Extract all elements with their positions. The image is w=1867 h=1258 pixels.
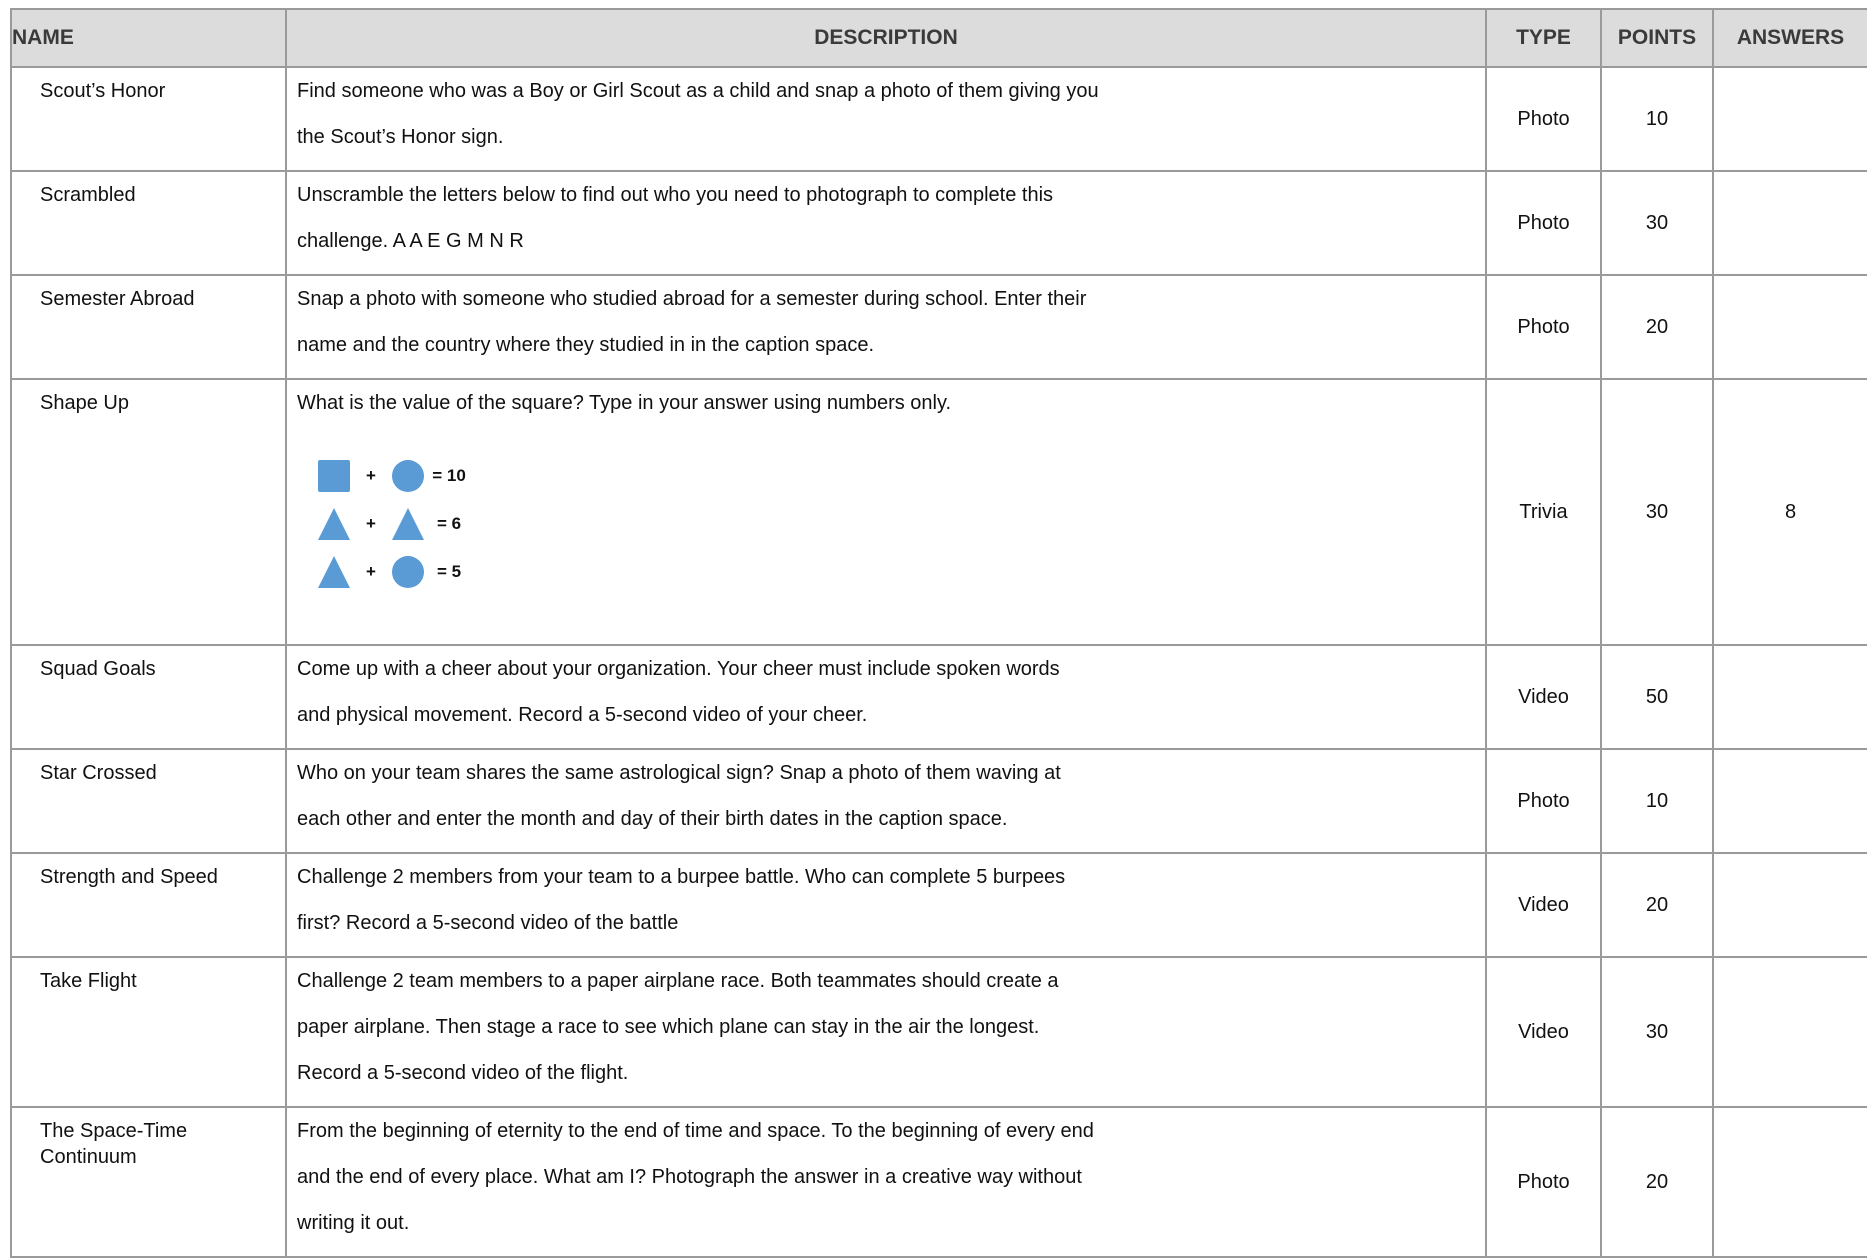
cell-points: 10	[1601, 749, 1713, 853]
shape-puzzle	[317, 452, 1485, 596]
square-icon	[317, 459, 351, 493]
header-points: POINTS	[1601, 9, 1713, 67]
table-row	[11, 645, 1867, 749]
header-type: TYPE	[1486, 9, 1601, 67]
cell-points: 30	[1601, 171, 1713, 275]
description-line: Unscramble the letters below to find out who you need to photograph to complete this	[297, 184, 1054, 206]
cell-answer	[1713, 853, 1867, 957]
cell-type: Trivia	[1486, 379, 1601, 645]
description-line: Who on your team shares the same astrological sign? Snap a photo of them waving at	[297, 762, 1061, 784]
cell-name: Shape Up	[11, 379, 286, 645]
cell-type: Photo	[1486, 67, 1601, 171]
cell-name: Squad Goals	[11, 645, 286, 749]
description-line: challenge. A A E G M N R	[297, 230, 524, 252]
header-row	[11, 9, 1867, 67]
header-name: NAME	[11, 9, 286, 67]
circle-icon	[391, 459, 425, 493]
cell-answer	[1713, 275, 1867, 379]
table-row	[11, 1107, 1867, 1257]
cell-type: Photo	[1486, 749, 1601, 853]
description-line: each other and enter the month and day of their birth dates in the caption space.	[297, 808, 1008, 830]
cell-answer	[1713, 957, 1867, 1107]
table-row	[11, 379, 1867, 645]
cell-description	[286, 749, 1486, 853]
description-line: Come up with a cheer about your organization. Your cheer must include spoken words	[297, 658, 1060, 680]
description-line: writing it out.	[297, 1212, 410, 1234]
cell-answer	[1713, 171, 1867, 275]
challenges-table	[10, 8, 1867, 1258]
cell-name: Semester Abroad	[11, 275, 286, 379]
table-row	[11, 171, 1867, 275]
description-line: first? Record a 5-second video of the battle	[297, 912, 679, 934]
circle-icon	[391, 555, 425, 589]
cell-points: 20	[1601, 275, 1713, 379]
cell-points: 10	[1601, 67, 1713, 171]
cell-description	[286, 645, 1486, 749]
table-row	[11, 67, 1867, 171]
cell-points: 30	[1601, 957, 1713, 1107]
table-row	[11, 749, 1867, 853]
cell-name: Scrambled	[11, 171, 286, 275]
header-description: DESCRIPTION	[286, 9, 1486, 67]
equation-result: = 5	[436, 562, 462, 581]
cell-type: Video	[1486, 957, 1601, 1107]
cell-description	[286, 171, 1486, 275]
table-body	[11, 67, 1867, 1257]
description-line: name and the country where they studied in in the caption space.	[297, 334, 875, 356]
cell-answer: 8	[1713, 379, 1867, 645]
cell-answer	[1713, 67, 1867, 171]
cell-answer	[1713, 1107, 1867, 1257]
table-row	[11, 853, 1867, 957]
triangle-icon	[391, 507, 425, 541]
puzzle-equation	[317, 452, 1485, 500]
cell-name: Scout’s Honor	[11, 67, 286, 171]
description-line: From the beginning of eternity to the end of time and space. To the beginning of every end	[297, 1120, 1094, 1142]
table-row	[11, 957, 1867, 1107]
table-row	[11, 275, 1867, 379]
cell-description	[286, 67, 1486, 171]
description-line: Find someone who was a Boy or Girl Scout as a child and snap a photo of them giving you	[297, 80, 1099, 102]
plus-sign: +	[366, 466, 376, 485]
equation-result: = 6	[436, 514, 462, 533]
cell-answer	[1713, 645, 1867, 749]
description-line: paper airplane. Then stage a race to see which plane can stay in the air the longest.	[297, 1016, 1040, 1038]
description-line: Challenge 2 team members to a paper airplane race. Both teammates should create a	[297, 970, 1059, 992]
description-line: the Scout’s Honor sign.	[297, 126, 504, 148]
cell-description	[286, 853, 1486, 957]
cell-points: 20	[1601, 1107, 1713, 1257]
cell-points: 50	[1601, 645, 1713, 749]
cell-name: The Space-Time Continuum	[11, 1107, 286, 1257]
cell-points: 30	[1601, 379, 1713, 645]
description-line: and the end of every place. What am I? Photograph the answer in a creative way without	[297, 1166, 1082, 1188]
description-line: Challenge 2 members from your team to a burpee battle. Who can complete 5 burpees	[297, 866, 1066, 888]
cell-type: Video	[1486, 645, 1601, 749]
triangle-icon	[317, 555, 351, 589]
plus-sign: +	[366, 514, 376, 533]
cell-description	[286, 275, 1486, 379]
puzzle-equation	[317, 500, 1485, 548]
cell-name: Take Flight	[11, 957, 286, 1107]
cell-type: Photo	[1486, 275, 1601, 379]
cell-type: Photo	[1486, 1107, 1601, 1257]
puzzle-equation	[317, 548, 1485, 596]
cell-name: Star Crossed	[11, 749, 286, 853]
description-line: Snap a photo with someone who studied abroad for a semester during school. Enter their	[297, 288, 1087, 310]
header-answers: ANSWERS	[1713, 9, 1867, 67]
cell-answer	[1713, 749, 1867, 853]
description-line: and physical movement. Record a 5-second video of your cheer.	[297, 704, 868, 726]
cell-description	[286, 379, 1486, 645]
cell-type: Photo	[1486, 171, 1601, 275]
cell-name: Strength and Speed	[11, 853, 286, 957]
description-line: Record a 5-second video of the flight.	[297, 1062, 629, 1084]
triangle-icon	[317, 507, 351, 541]
description-line: What is the value of the square? Type in your answer using numbers only.	[297, 392, 952, 414]
cell-points: 20	[1601, 853, 1713, 957]
cell-type: Video	[1486, 853, 1601, 957]
equation-result: = 10	[432, 466, 466, 485]
cell-description	[286, 957, 1486, 1107]
plus-sign: +	[366, 562, 376, 581]
cell-description	[286, 1107, 1486, 1257]
